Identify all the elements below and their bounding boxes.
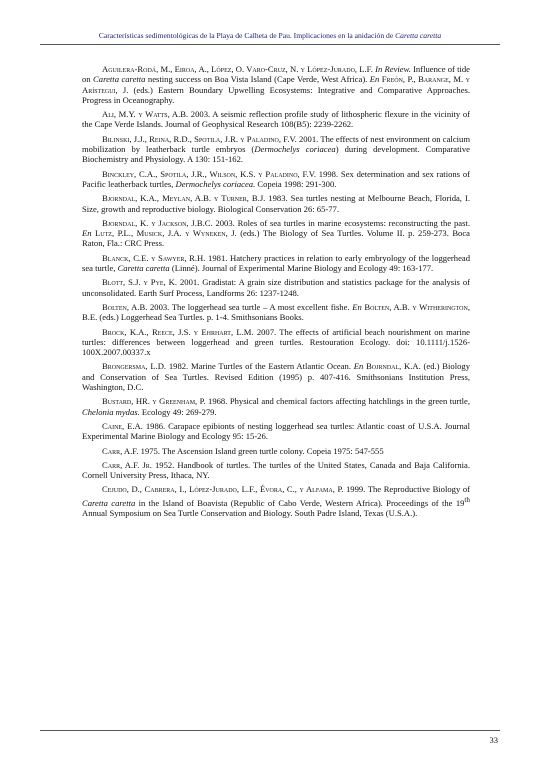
reference-entry	[82, 460, 470, 481]
reference-authors: Blott, S.J. y Pye, K.	[102, 277, 178, 288]
running-header	[40, 31, 500, 40]
reference-authors: Bolten, A.B. y Witherington, B.E.	[82, 301, 470, 323]
reference-authors: Bjorndal, K. y Jackson, J.B.C.	[102, 217, 213, 228]
reference-text: 2003. A seismic reflection profile study of lithospheric flexure in the vicinity of the Cape Verde Islands. Journal of Geophysical Research 108(B5): 2239-2262.	[82, 109, 470, 130]
reference-italic-text: Dermochelys coriacea	[254, 144, 336, 155]
reference-entry	[82, 302, 470, 323]
reference-italic-text: En	[352, 301, 362, 312]
reference-text: 1968. Physical and chemical factors affecting hatchlings in the green turtle,	[205, 396, 470, 407]
reference-italic-text: Caretta caretta	[93, 74, 146, 85]
reference-entry	[82, 361, 470, 392]
reference-entry	[82, 396, 470, 417]
reference-text: Copeia 1998: 291-300.	[255, 178, 337, 189]
page-number: 33	[489, 735, 498, 745]
reference-italic-text: En	[353, 361, 364, 372]
reference-text: (eds.) The Biology of Sea Turtles. Volume II. p. 259-273. Boca Raton, Fla.: CRC Press.	[82, 228, 470, 249]
reference-text: 2003. Roles of sea turtles in marine ecosystems: reconstructing the past.	[212, 217, 470, 228]
reference-entry	[82, 218, 470, 249]
reference-authors: Blanck, C.E. y Sawyer, R.H.	[102, 252, 206, 263]
reference-text: (ed.) Biology and Conservation of Sea Turtles. Revised Edition (1995) p. 407-416. Smithsonians Institution Press, Washington, D.C.	[82, 361, 470, 393]
reference-authors: Bolten, A.B.	[102, 301, 148, 312]
running-header-species: Caretta caretta	[395, 31, 442, 40]
reference-text: Annual Symposium on Sea Turtle Conservation and Biology. South Padre Island, Texas (U.S.A.).	[82, 507, 418, 518]
reference-italic-text: Dermochelys coriacea.	[175, 178, 256, 189]
reference-authors: Ali, M.Y. y Watts, A.B.	[102, 109, 189, 120]
reference-authors: Brock, K.A., Reece, J.S. y Ehrhart, L.M.	[102, 326, 254, 337]
reference-text: (Linné). Journal of Experimental Marine Biology and Ecology 49: 163-177.	[169, 263, 434, 274]
reference-text: 1999. The Reproductive Biology of	[343, 484, 470, 495]
reference-authors: Brongersma, L.D.	[102, 361, 167, 372]
reference-authors: Bilinski, J.J., Reina, R.D., Spotila, J.R. y Paladino, F.V.	[102, 133, 297, 144]
reference-text: 1982. Marine Turtles of the Eastern Atlantic Ocean.	[166, 361, 354, 372]
reference-entry	[82, 109, 470, 130]
reference-text: 2001. Gradistat: A grain size distribution and statistics package for the analysis of unconsolidated. Earth Surf Process, Landforms 26: 1237-1248.	[82, 277, 470, 298]
reference-authors: Bojrndal, K.A.	[366, 361, 421, 372]
reference-authors: Carr, A.F.	[102, 445, 139, 456]
reference-text: 1998. Sex determination and sex rations of Pacific leatherback turtles,	[82, 168, 470, 189]
reference-italic-text: In Review.	[375, 64, 411, 74]
reference-entry	[82, 64, 470, 105]
reference-italic-text: En	[369, 74, 380, 85]
reference-entry	[82, 327, 470, 358]
reference-entry	[82, 134, 470, 165]
reference-text: 1952. Handbook of turtles. The turtles of the United States, Canada and Baja California. Cornell University Press, Ithaca, NY.	[82, 459, 470, 481]
reference-authors: Lutz, P.L., Musick, J.A. y Wyneken, J.	[95, 228, 237, 239]
reference-authors: Binckley, C.A., Spotila, J.R., Wilson, K.S. y Paladino, F.V.	[102, 168, 316, 179]
reference-authors: Cejudo, D., Cabrera, I., López-Jurado, L.F., Évora, C., y Alfama, P.	[102, 484, 344, 495]
reference-text: (eds.) Loggerhead Sea Turtles. p. 1-4. Smithsonians Books.	[97, 312, 304, 323]
reference-list	[82, 64, 470, 522]
header-rule	[40, 44, 500, 45]
reference-italic-text: Caretta caretta	[117, 263, 170, 274]
running-header-text: Características sedimentológicas de la Playa de Calheta de Pau. Implicaciones en la anidación de	[98, 31, 396, 40]
reference-authors: Bjorndal, K.A., Meylan, A.B. y Turner, B.J.	[102, 193, 266, 204]
reference-authors: Aguilera-Rodá, M., Eiroa, A., López, O. Varo-Cruz, N. y López-Jurado, L.F.	[102, 64, 373, 74]
reference-italic-text: Chelonia mydas.	[82, 406, 140, 417]
reference-italic-text: Caretta caretta	[82, 497, 136, 508]
reference-text: 1981. Hatchery practices in relation to early embryology of the loggerhead sea turtle,	[82, 252, 470, 274]
reference-entry	[82, 421, 470, 442]
reference-text: 1975. The Ascension Island green turtle colony. Copeia 1975: 547-555	[138, 445, 384, 456]
reference-text: 2003. The loggerhead sea turtle – A most excellent fishe.	[147, 301, 353, 312]
reference-entry	[82, 446, 470, 456]
reference-text: th	[464, 495, 470, 504]
reference-authors: Bustard, HR. y Greenham, P.	[102, 396, 206, 407]
reference-text: 1986. Carapace epibionts of nesting loggerhead sea turtles: Atlantic coast of U.S.A. Journal Experimental Marine Biology and Ecology 95: 15-26.	[82, 420, 470, 442]
reference-text: nesting success on Boa Vista Island (Cape Verde, West Africa).	[145, 74, 370, 85]
reference-text: 2001. The effects of nest environment on calcium mobilization by leatherback turtle embryos (	[82, 133, 470, 155]
reference-text: ) during development. Comparative Biochemistry and Physiology. A 130: 151-162.	[82, 144, 470, 165]
reference-authors: Carr, A.F. Jr.	[102, 459, 152, 470]
reference-entry	[82, 193, 470, 214]
footer-rule	[40, 730, 500, 731]
reference-entry	[82, 253, 470, 274]
reference-text: Ecology 49: 269-279.	[139, 406, 217, 417]
reference-text: in the Island of Boavista (Republic of Cabo Verde, Western Africa). Proceedings of the 19	[135, 497, 465, 508]
reference-authors: Caine, E.A.	[102, 420, 143, 431]
reference-text: 2007. The effects of artificial beach nourishment on marine turtles: differences between loggerhead and green turtles. Restouration Ecology. doi: 10.1111/j.1526-100X.2007.00337.x	[82, 326, 470, 358]
reference-authors: Freón, P., Barange, M. y Arístegui, J.	[82, 74, 470, 95]
reference-entry	[82, 277, 470, 298]
reference-entry	[82, 484, 470, 518]
reference-text: Influence of tide on	[82, 64, 470, 85]
reference-entry	[82, 169, 470, 190]
reference-text: (eds.) Eastern Boundary Upwelling Ecosystems: Integrative and Comparative Approaches. Progress in Oceanography.	[82, 84, 470, 105]
reference-italic-text: En	[82, 228, 92, 239]
reference-text: 1983. Sea turtles nesting at Melbourne Beach, Florida, I. Size, growth and reproductive biology. Biological Conservation 26: 65-77.	[82, 193, 470, 214]
